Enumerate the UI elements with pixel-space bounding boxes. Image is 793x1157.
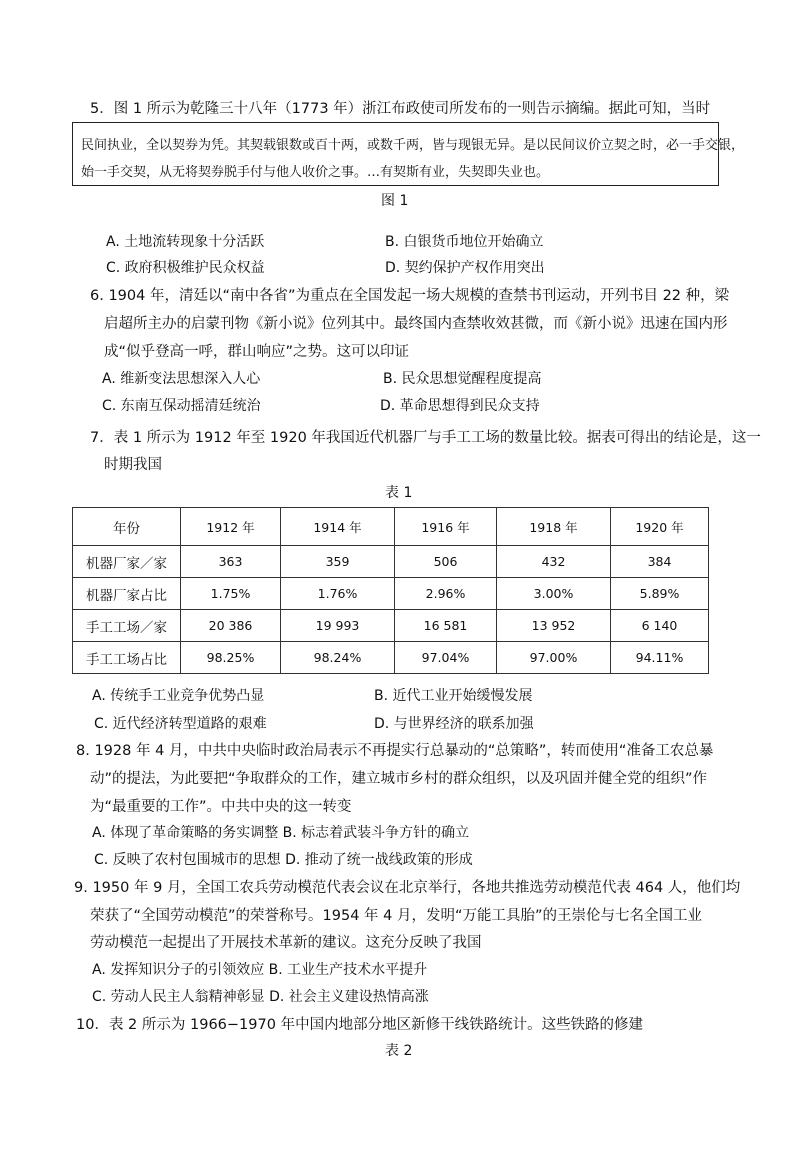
q6-option-c[interactable]: C. 东南互保动摇清廷统治: [102, 398, 261, 414]
table-header-cell: 1916 年: [395, 508, 497, 546]
q7-option-c[interactable]: C. 近代经济转型道路的艰难: [94, 716, 267, 732]
table-header-cell: 1912 年: [181, 508, 281, 546]
q5-quote-line-1: 民间执业，全以契券为凭。其契载银数或百十两，或数千两，皆与现银无异。是以民间议价立契之时，必一手交银，: [81, 138, 745, 153]
q8-options-cd[interactable]: C. 反映了农村包围城市的思想 D. 推动了统一战线政策的形成: [94, 852, 473, 868]
q6-option-a[interactable]: A. 维新变法思想深入人心: [102, 371, 261, 387]
q8-line-2: 动”的提法，为此要把“争取群众的工作，建立城市乡村的群众组织，以及巩固并健全党的组织”作: [90, 771, 708, 787]
q5-option-d[interactable]: D. 契约保护产权作用突出: [385, 260, 545, 276]
table-cell: 97.00%: [497, 642, 611, 674]
table-header-cell: 1918 年: [497, 508, 611, 546]
table-cell: 363: [181, 546, 281, 578]
table-2-caption: 表 2: [385, 1043, 413, 1059]
table-cell: 19 993: [281, 610, 395, 642]
table-row: [73, 610, 709, 642]
q9-options-cd[interactable]: C. 劳动人民主人翁精神彰显 D. 社会主义建设热情高涨: [92, 989, 429, 1005]
table-cell: 432: [497, 546, 611, 578]
q5-quote-line-2: 始一手交契，从无将契券脱手付与他人收价之事。…有契斯有业，失契即失业也。: [81, 165, 550, 180]
table-row-label: 机器厂家／家: [73, 546, 181, 578]
table-cell: 5.89%: [611, 578, 709, 610]
table-cell: 97.04%: [395, 642, 497, 674]
q6-line-3: 成“似乎登高一呼，群山响应”之势。这可以印证: [104, 344, 410, 360]
q8-line-1: 8. 1928 年 4 月，中共中央临时政治局表示不再提实行总暴动的“总策略”，转而使用“准备工农总暴: [76, 743, 714, 759]
table-cell: 3.00%: [497, 578, 611, 610]
table-cell: 98.24%: [281, 642, 395, 674]
table-cell: 94.11%: [611, 642, 709, 674]
q6-line-1: 6. 1904 年，清廷以“南中各省”为重点在全国发起一场大规模的查禁书刊运动，开列书目 22 种，梁: [90, 288, 730, 304]
q5-option-a[interactable]: A. 土地流转现象十分活跃: [106, 234, 265, 250]
table-row-label: 手工工场／家: [73, 610, 181, 642]
table-cell: 384: [611, 546, 709, 578]
q5-option-b[interactable]: B. 白银货币地位开始确立: [385, 234, 544, 250]
q9-line-3: 劳动模范一起提出了开展技术革新的建议。这充分反映了我国: [90, 935, 482, 951]
q7-option-b[interactable]: B. 近代工业开始缓慢发展: [374, 688, 533, 704]
q9-line-1: 9. 1950 年 9 月，全国工农兵劳动模范代表会议在北京举行，各地共推选劳动模范代表 464 人，他们均: [74, 880, 741, 896]
table-cell: 1.76%: [281, 578, 395, 610]
q8-line-3: 为“最重要的工作”。中共中央的这一转变: [90, 799, 352, 815]
q6-line-2: 启超所主办的启蒙刊物《新小说》位列其中。最终国内查禁收效甚微，而《新小说》迅速在国内形: [104, 316, 728, 332]
q7-option-a[interactable]: A. 传统手工业竞争优势凸显: [92, 688, 265, 704]
table-cell: 506: [395, 546, 497, 578]
figure-1-caption: 图 1: [381, 193, 409, 209]
q7-line-2: 时期我国: [104, 457, 162, 473]
table-row: [73, 546, 709, 578]
table-row-label: 手工工场占比: [73, 642, 181, 674]
q5-stem: 5．图 1 所示为乾隆三十八年（1773 年）浙江布政使司所发布的一则告示摘编。据此可知，当时: [90, 101, 711, 117]
table-row-label: 机器厂家占比: [73, 578, 181, 610]
table-cell: 2.96%: [395, 578, 497, 610]
q7-option-d[interactable]: D. 与世界经济的联系加强: [374, 716, 534, 732]
table-cell: 98.25%: [181, 642, 281, 674]
q6-option-b[interactable]: B. 民众思想觉醒程度提高: [383, 371, 542, 387]
q5-quote-box: [72, 122, 745, 186]
q5-option-c[interactable]: C. 政府积极维护民众权益: [106, 260, 265, 276]
table-header-cell: 1914 年: [281, 508, 395, 546]
q10-line-1: 10．表 2 所示为 1966−1970 年中国内地部分地区新修干线铁路统计。这些铁路的修建: [76, 1017, 644, 1033]
table-header-cell: 1920 年: [611, 508, 709, 546]
q8-options-ab[interactable]: A. 体现了革命策略的务实调整 B. 标志着武装斗争方针的确立: [92, 825, 470, 841]
table-1-caption: 表 1: [385, 485, 413, 501]
table-header-cell: 年份: [73, 508, 181, 546]
table-cell: 13 952: [497, 610, 611, 642]
table-header-row: [73, 508, 709, 546]
q7-line-1: 7．表 1 所示为 1912 年至 1920 年我国近代机器厂与手工工场的数量比较。据表可得出的结论是，这一: [90, 430, 761, 446]
table-cell: 6 140: [611, 610, 709, 642]
q9-options-ab[interactable]: A. 发挥知识分子的引领效应 B. 工业生产技术水平提升: [92, 962, 428, 978]
table-row: [73, 578, 709, 610]
table-1: [72, 507, 709, 674]
table-row: [73, 642, 709, 674]
table-cell: 359: [281, 546, 395, 578]
q6-option-d[interactable]: D. 革命思想得到民众支持: [380, 398, 540, 414]
table-cell: 1.75%: [181, 578, 281, 610]
table-cell: 16 581: [395, 610, 497, 642]
table-cell: 20 386: [181, 610, 281, 642]
q9-line-2: 荣获了“全国劳动模范”的荣誉称号。1954 年 4 月，发明“万能工具胎”的王崇伦与七名全国工业: [90, 908, 702, 924]
